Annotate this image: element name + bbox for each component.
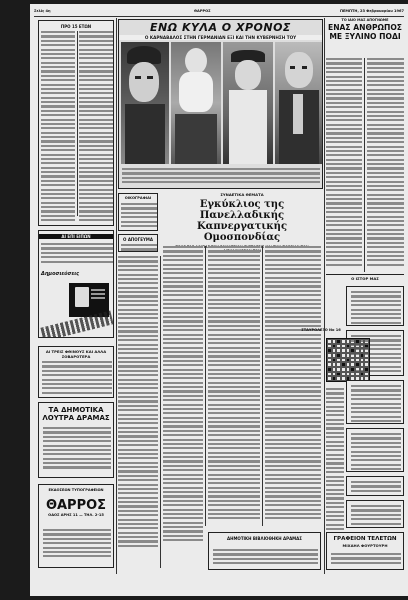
bathhouse-ad — [38, 402, 114, 478]
left-article-box — [38, 20, 114, 226]
carnival-photo-2 — [171, 42, 221, 164]
left-notice-subtitle: Δημοσιεύσεις — [41, 271, 80, 277]
page-number: Σελίς 4η — [34, 9, 51, 13]
carnival-photo-1 — [121, 42, 169, 164]
right-ad-6 — [346, 500, 404, 528]
right-ad-6-text — [351, 505, 401, 527]
center-col-2-text — [163, 246, 203, 546]
printshop-ad — [38, 484, 114, 568]
column-rule-right — [324, 18, 325, 574]
carnival-feature — [118, 19, 323, 189]
right-narrow-text — [326, 388, 344, 548]
carnival-banner: ΕΝΩ ΚΥΛΑ Ο ΧΡΟΝΟΣ — [150, 21, 291, 34]
right-ad-5-text — [351, 481, 401, 495]
crossword-title: ΣΤΑΥΡΟΛΕΞΟ Νο 16 — [301, 328, 341, 332]
printshop-ad-top: ΕΚΔΟΣΕΩΝ ΤΥΠΟΓΡΑΦΕΙΩΝ — [48, 488, 104, 492]
right-ad-3-text — [351, 385, 401, 423]
main-story-headline-2: Καπνεργατικής Ομοσπονδίας — [196, 221, 288, 243]
funeral-office-ad — [326, 532, 404, 570]
center-small-box-1-text — [121, 203, 157, 230]
right-ad-3 — [346, 380, 404, 424]
right-ad-4 — [346, 428, 404, 472]
left-article-title: ΠΡΟ 15 ΕΤΩΝ — [60, 24, 92, 29]
right-column-title: Ο ΙΣΤΟΡ ΜΑΣ — [351, 276, 379, 281]
bathhouse-ad-title: ΤΑ ΔΗΜΟΤΙΚΑ ΛΟΥΤΡΑ ΔΡΑΜΑΣ — [42, 406, 110, 422]
left-notice-box — [38, 230, 114, 338]
right-lead-headline-2: ΜΕ ΞΥΛΙΝΟ ΠΟΔΙ — [329, 32, 401, 41]
library-notice-title: ΔΗΜΟΤΙΚΗ ΒΙΒΛΙΟΘΗΚΗ ΔΡΑΜΑΣ — [227, 536, 302, 541]
page-header — [34, 8, 404, 17]
left-notice-text — [41, 243, 113, 265]
center-small-box-2-text — [121, 244, 157, 252]
page-date: ΠΕΜΠΤΗ, 23 Φεβρουαρίου 1967 — [339, 9, 404, 13]
right-column-header — [326, 274, 404, 283]
printshop-ad-text — [43, 529, 111, 565]
printshop-ad-sub: ΟΔΟΣ ΑΡΗΣ 11 — ΤΗΛ. 2-15 — [48, 513, 104, 517]
right-ad-4-text — [351, 433, 401, 471]
right-lead-story — [326, 18, 404, 56]
left-news-box — [38, 346, 114, 398]
library-notice — [208, 532, 321, 570]
paper-name: ΘΑΡΡΟΣ — [194, 9, 211, 13]
carnival-photo-3 — [223, 42, 273, 164]
right-lead-headline-1: ΕΝΑΣ ΑΝΘΡΩΠΟΣ — [328, 23, 402, 32]
funeral-office-title: ΓΡΑΦΕΙΟΝ ΤΕΛΕΤΩΝ — [333, 536, 397, 542]
funeral-office-text — [331, 553, 401, 569]
printshop-ad-title: ΘΑΡΡΟΣ — [45, 498, 107, 513]
left-news-title: ΑΙ ΤΡΕΙΣ ΦΘΙΝΟΥΣ ΚΑΙ ΑΛΛΑ ΣΟΒΑΡΟΤΕΡΑ — [45, 349, 107, 359]
main-story-section: ΣΥΝΔΕΤΙΚΑ ΘΕΜΑΤΑ — [220, 192, 264, 197]
crossword-grid — [326, 338, 370, 382]
carnival-caption — [122, 168, 320, 188]
right-lead-text-b — [367, 58, 404, 272]
right-lead-text-a — [326, 58, 362, 272]
left-article-text-a — [41, 31, 75, 225]
right-ad-1 — [346, 286, 404, 326]
left-notice-title: ΑΙ ΕΠΙ ΕΙΠΩΝ — [39, 234, 113, 239]
left-article-text-b — [79, 31, 113, 225]
center-col-1-text — [118, 256, 158, 556]
center-small-box-2 — [118, 234, 158, 252]
carnival-photo-4 — [275, 42, 322, 164]
right-ad-1-text — [351, 291, 401, 325]
center-small-box-1 — [118, 193, 158, 231]
carnival-subtitle: Ο ΚΑΡΝΑΒΑΛΟΣ ΣΤΗΝ ΓΕΡΜΑΝΙΑΝ ΕΞΙ ΚΑΙ ΤΗΝ ΚΥΒΕΡΝΗΣΗ ΤΟΥ — [119, 35, 322, 40]
main-story-header — [161, 192, 323, 242]
right-ad-5 — [346, 476, 404, 496]
center-col-4-text — [265, 246, 321, 528]
center-small-box-1-title: ΟΙΚΟΓΡΑΦΙΑΙ — [124, 196, 152, 200]
main-story-headline-1: Εγκύκλιος της Πανελλαδικής — [199, 199, 285, 221]
column-rule-left — [116, 18, 117, 574]
library-notice-text — [213, 549, 318, 569]
newspaper-page — [30, 4, 408, 596]
center-small-box-2-title: Ο ΑΠΟΓΕΥΜΑ — [123, 237, 153, 242]
left-news-text — [42, 361, 112, 397]
bathhouse-ad-text — [43, 427, 111, 475]
funeral-office-sub: ΜΙΧΑΗΛ ΦΟΥΡΤΟΥΡΗ — [342, 543, 388, 548]
right-lead-kicker: ΤΟ ΙΔΙΟ ΜΑΣ ΑΠΟΓΝΩΜΕ — [341, 18, 389, 22]
center-col-3-text — [208, 246, 260, 528]
